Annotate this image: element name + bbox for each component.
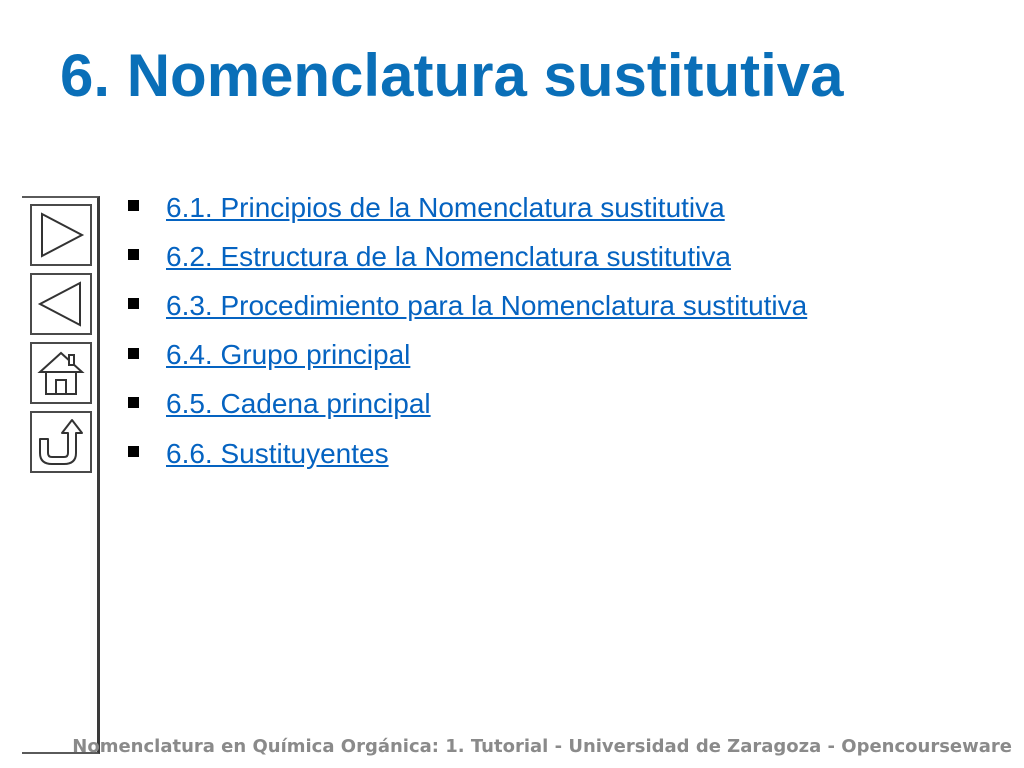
list-item	[128, 380, 807, 429]
home-button[interactable]	[30, 342, 92, 404]
bullet-square-icon	[128, 200, 139, 211]
play-previous-icon	[36, 279, 86, 329]
list-item	[128, 281, 807, 330]
list-item	[128, 183, 807, 232]
previous-slide-button[interactable]	[30, 273, 92, 335]
list-item	[128, 429, 807, 478]
bullet-square-icon	[128, 249, 139, 260]
play-next-icon	[36, 210, 86, 260]
next-slide-button[interactable]	[30, 204, 92, 266]
toc-link-6-5[interactable]: 6.5. Cadena principal	[166, 388, 431, 420]
table-of-contents	[128, 183, 807, 478]
bullet-square-icon	[128, 397, 139, 408]
slide-title: 6. Nomenclatura sustitutiva	[60, 42, 844, 109]
toc-link-6-6[interactable]: 6.6. Sustituyentes	[166, 437, 389, 469]
list-item	[128, 232, 807, 281]
slide-footer: Nomenclatura en Química Orgánica: 1. Tutorial - Universidad de Zaragoza - Opencourseware	[72, 736, 1012, 757]
list-item	[128, 331, 807, 380]
bullet-square-icon	[128, 446, 139, 457]
bullet-square-icon	[128, 348, 139, 359]
return-button[interactable]	[30, 411, 92, 473]
return-arrow-icon	[36, 417, 86, 467]
bullet-square-icon	[128, 298, 139, 309]
toc-link-6-2[interactable]: 6.2. Estructura de la Nomenclatura sustitutiva	[166, 240, 731, 272]
toc-link-6-3[interactable]: 6.3. Procedimiento para la Nomenclatura sustitutiva	[166, 289, 808, 321]
home-icon	[36, 348, 86, 398]
toc-link-6-4[interactable]: 6.4. Grupo principal	[166, 339, 411, 371]
toc-link-6-1[interactable]: 6.1. Principios de la Nomenclatura sustitutiva	[166, 191, 725, 223]
